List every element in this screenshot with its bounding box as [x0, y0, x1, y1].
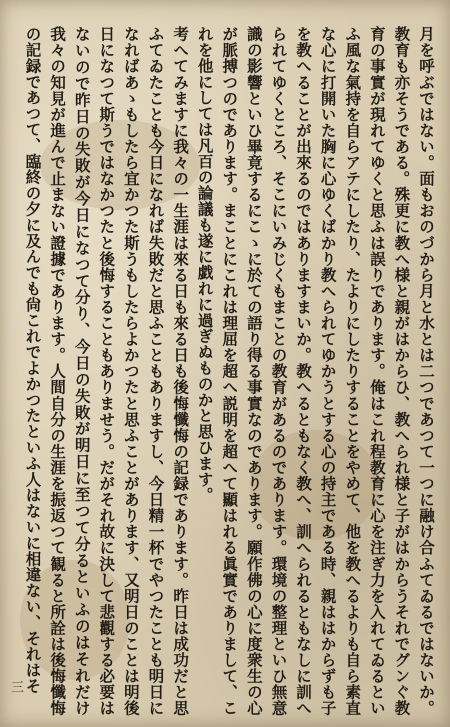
paragraph-1: 月を呼ぶではない。面もおのづから月と水とは二つであつて一つに融け合ふてゐるではないか。教育も亦そうである。殊更に教へ様と親がはからひ、教へられ様と子がはからうそれでグンぐ教育の事實が現れてゆくと思ふは誤りであります。俺はこれ程教育に心を注ぎ力を入れてゐるといふ風な氣持を自らアテにしたり、たよりにしたりすることをやめて、他を教へるよりも自ら素直な心に打開いた胸に心ゆくばかり教へられてゆかうとする心の持主である時、親ははからずも子を教へることが出來るのではありますまいか。教へるともなく教へ、訓へられるともなしに訓へられてゆくところ、そこにいみじくもまことの教育があるのであります。環境の整理といひ無意識の影響といひ畢竟するにこゝに於ての語り得る事實なのであります。願作佛の心に度衆生の心が脈搏つのであります。まことにこれは理屈を超へ説明を超へて顯はれる眞實でありまして、これを他にしては凡百の論議も遂に戯れに過ぎぬものかと思ひます。	[195, 26, 436, 716]
vertical-text-body	[18, 26, 438, 716]
page-number: 三	[8, 680, 23, 693]
paragraph-2: 考へてみますに我々の一生涯は來る日も來る日も後悔懺悔の記録であります。昨日は成功だと思ふてゐたことも今日になれば失敗だと思ふこともありますし、今日精一杯でやつたことも明日になればあゝもしたら宜かつた斯うもしたらよかつたと思ふことがあります、又明日のことは明後日になつて斯うではなかつたと後悔することもありませう。だがそれ故に決して悲觀する必要はないので昨日の失敗が今日になつて分り、今日の失敗が明日に至つて分るといふのはそれだけ我々の知見が進んで止まない證據であります。人間自分の生涯を振返つて観ると所詮は後悔懺悔の記録であつて、臨終の夕に及んでも尙これでよかつたといふ人はないに相違ない、それはそ	[23, 26, 191, 716]
